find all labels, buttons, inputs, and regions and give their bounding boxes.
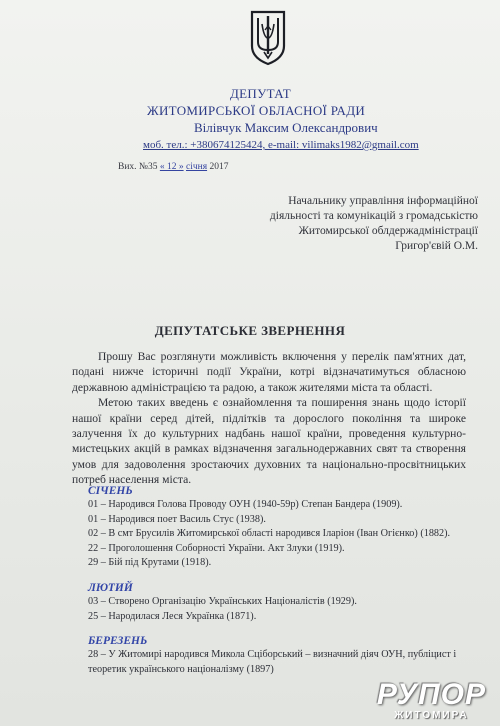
list-item: 02 – В смт Брусилів Житомирської області народився Іларіон (Іван Огієнко) (1882). xyxy=(88,528,451,540)
month-section-february xyxy=(88,581,488,624)
letterhead-council: ЖИТОМИРСЬКОЇ ОБЛАСНОЇ РАДИ xyxy=(147,103,366,118)
list-item: 29 – Бій під Крутами (1918). xyxy=(88,557,212,569)
addressee-block xyxy=(270,194,478,254)
reference-number: Вих. №35 xyxy=(118,162,158,172)
watermark-top: РУПОР xyxy=(376,678,486,711)
list-item: 28 – У Житомирі народився Микола Сціборський – визначний діяч ОУН, публіцист і теоретик українського націоналізму (1897) xyxy=(88,649,457,675)
paragraph: Прошу Вас розглянути можливість включення у перелік пам'ятних дат, подані нижче історичні події України, котрі відзначатимуться обласною державною адміністрацією та радою, а також жителями міста та області. xyxy=(72,350,466,394)
list-item: 03 – Створено Організацію Українських Націоналістів (1929). xyxy=(88,595,357,607)
month-section-march xyxy=(88,634,488,677)
watermark-bottom: ЖИТОМИРА xyxy=(394,710,469,721)
month-heading: БЕРЕЗЕНЬ xyxy=(88,635,148,648)
month-section-january xyxy=(88,484,488,571)
reference-year: 2017 xyxy=(209,162,229,172)
list-item: 25 – Народилася Леся Українка (1871). xyxy=(88,610,257,622)
month-heading: СІЧЕНЬ xyxy=(88,485,133,497)
document-title: ДЕПУТАТСЬКЕ ЗВЕРНЕННЯ xyxy=(154,323,346,338)
letterhead-contacts: моб. тел.: +380674125424, e-mail: vilimaks1982@gmail.com xyxy=(143,139,419,151)
list-item: 01 – Народився Голова Проводу ОУН (1940-59р) Степан Бандера (1909). xyxy=(88,499,403,510)
paragraph: Метою таких введень є ознайомлення та поширення знань щодо історії нашої країни серед дітей, підлітків та дорослого покоління та широке залучення їх до культурних надбань нашої країни, проведення культурно-мистецьких акцій в рамках відзначення загальнодержавних свят та створення умов для задоволення зростаючих духовних та національно-просвітницьких потреб населення міста. xyxy=(72,396,466,487)
reference-day: « 12 » xyxy=(159,162,184,172)
addressee-line: діяльності та комунікацій з громадськістю xyxy=(269,210,478,222)
addressee-line: Начальнику управління інформаційної xyxy=(288,195,478,207)
letter-body xyxy=(72,349,466,488)
list-item: 01 – Народився поет Василь Стус (1938). xyxy=(88,513,266,525)
addressee-line: Житомирської облдержадміністрації xyxy=(298,225,478,237)
letterhead-name: Вілівчук Максим Олександрович xyxy=(194,120,378,135)
letterhead-title: ДЕПУТАТ xyxy=(230,86,291,101)
list-item: 22 – Проголошення Соборності України. Акт Злуки (1919). xyxy=(88,542,345,554)
month-heading: ЛЮТИЙ xyxy=(88,581,133,594)
reference-month: січня xyxy=(185,162,208,172)
addressee-line: Григор'євій О.М. xyxy=(395,240,478,252)
outgoing-reference xyxy=(118,162,228,172)
coat-of-arms-icon xyxy=(248,8,288,66)
watermark-logo xyxy=(377,680,486,722)
dates-list xyxy=(88,484,488,687)
